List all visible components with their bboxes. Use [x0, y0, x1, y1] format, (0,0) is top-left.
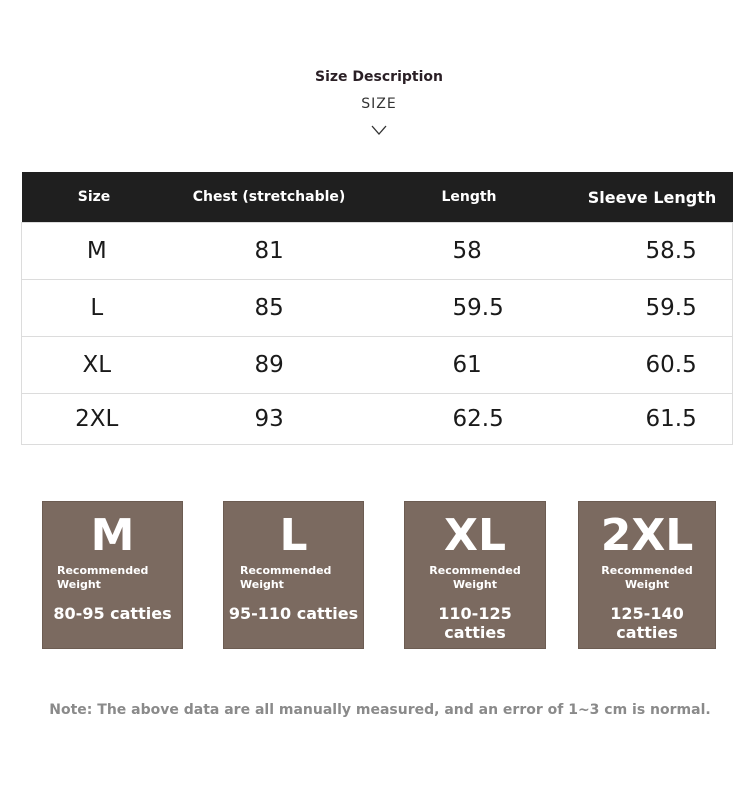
cell-sleeve-length: 61.5	[572, 394, 733, 445]
table-row	[22, 337, 733, 394]
card-size-label: XL	[444, 510, 506, 561]
cell-size: L	[22, 280, 172, 337]
card-recommended-label: Recommended Weight	[601, 564, 693, 591]
card-recommended-label: Recommended Weight	[57, 564, 149, 591]
card-weight-range: 110-125 catties	[438, 604, 512, 642]
size-card-xl	[404, 501, 546, 649]
table-header-row	[22, 172, 733, 223]
cell-size: XL	[22, 337, 172, 394]
card-size-label: M	[90, 510, 135, 561]
table-row	[22, 223, 733, 280]
cell-length: 62.5	[367, 394, 572, 445]
measurement-note: Note: The above data are all manually measured, and an error of 1~3 cm is normal.	[49, 702, 711, 718]
size-chart-table	[21, 172, 733, 445]
card-size-label: 2XL	[600, 510, 694, 561]
cell-size: M	[22, 223, 172, 280]
size-card-l	[223, 501, 364, 649]
cell-chest: 85	[172, 280, 367, 337]
table-row	[22, 280, 733, 337]
cell-chest: 81	[172, 223, 367, 280]
card-recommended-label: Recommended Weight	[240, 564, 332, 591]
chevron-down-icon	[371, 124, 387, 136]
card-recommended-label: Recommended Weight	[429, 564, 521, 591]
page-subtitle: SIZE	[361, 96, 397, 112]
cell-size: 2XL	[22, 394, 172, 445]
page-title: Size Description	[315, 69, 443, 85]
card-weight-range: 125-140 catties	[610, 604, 684, 642]
card-weight-range: 80-95 catties	[53, 604, 172, 623]
table-row	[22, 394, 733, 445]
size-card-m	[42, 501, 183, 649]
column-header-chest: Chest (stretchable)	[172, 172, 367, 223]
cell-sleeve-length: 59.5	[572, 280, 733, 337]
size-card-2xl	[578, 501, 716, 649]
cell-chest: 89	[172, 337, 367, 394]
column-header-length: Length	[367, 172, 572, 223]
cell-chest: 93	[172, 394, 367, 445]
cell-sleeve-length: 58.5	[572, 223, 733, 280]
cell-sleeve-length: 60.5	[572, 337, 733, 394]
column-header-sleeve-length: Sleeve Length	[572, 172, 733, 223]
cell-length: 58	[367, 223, 572, 280]
column-header-size: Size	[22, 172, 172, 223]
card-size-label: L	[279, 510, 308, 561]
cell-length: 61	[367, 337, 572, 394]
card-weight-range: 95-110 catties	[228, 604, 359, 623]
cell-length: 59.5	[367, 280, 572, 337]
